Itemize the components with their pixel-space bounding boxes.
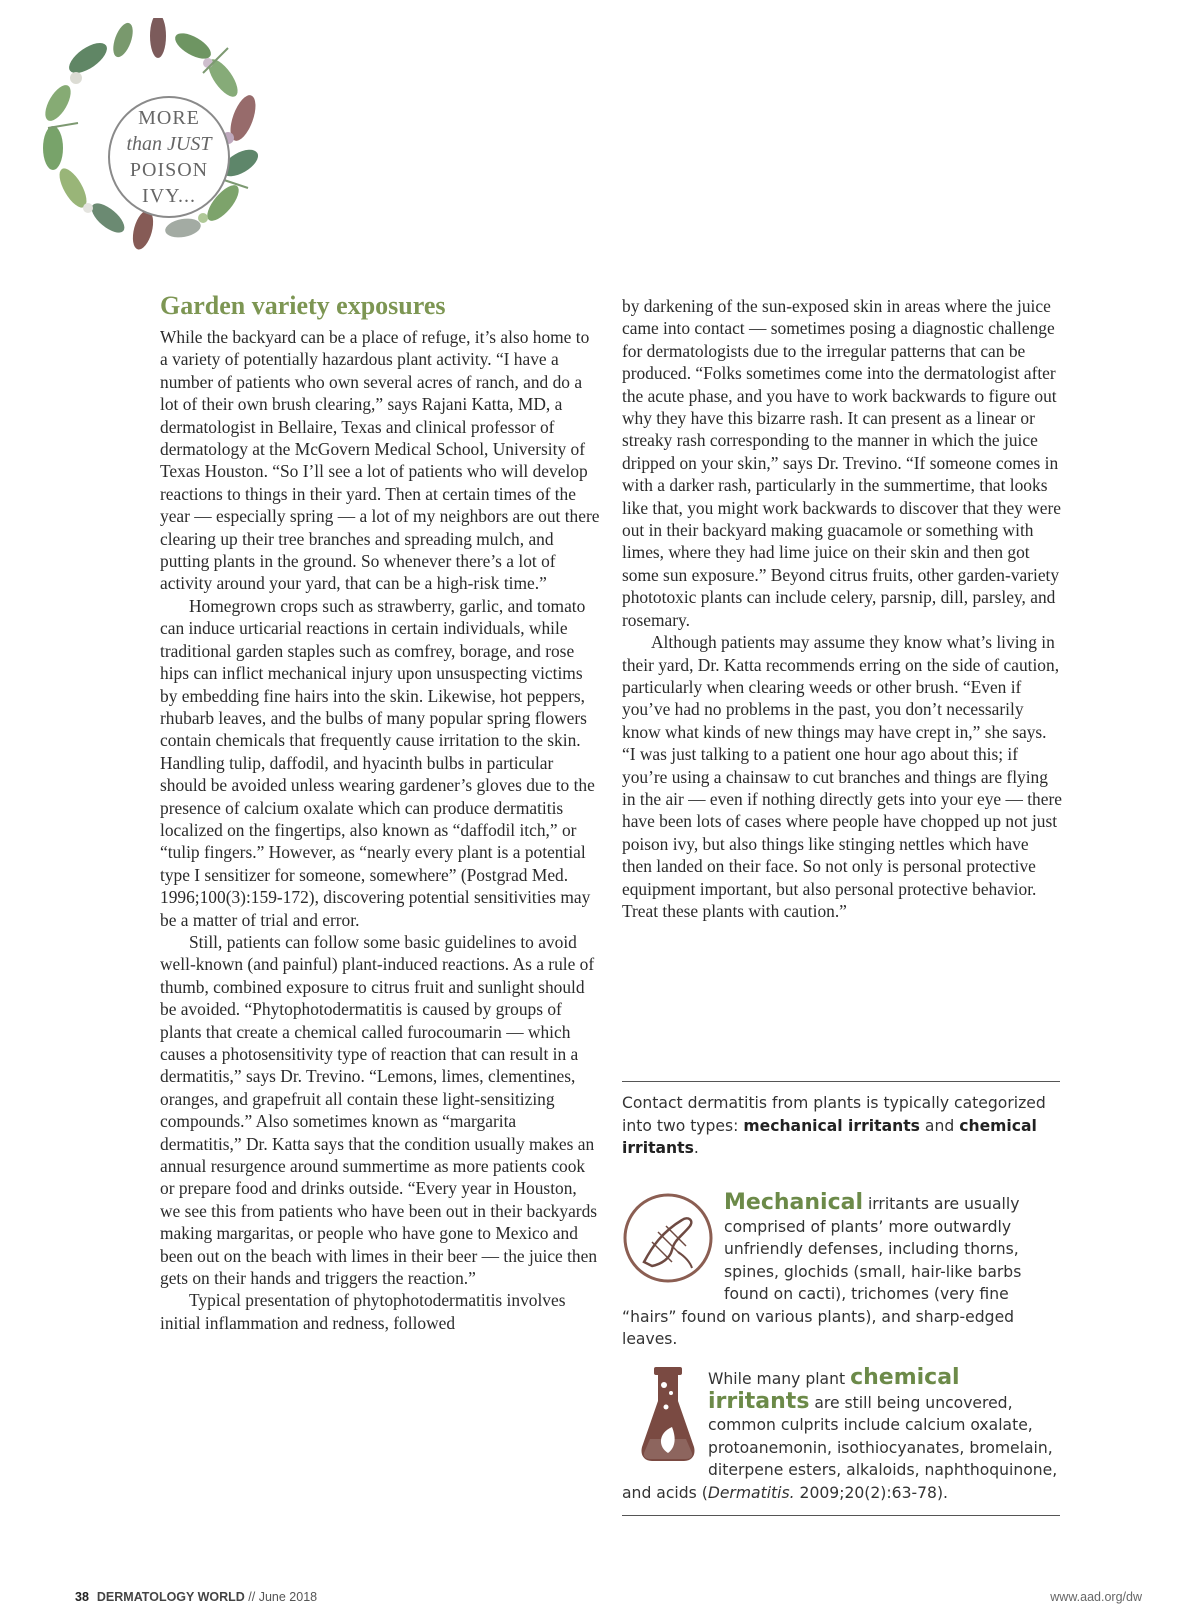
sidebar-intro bbox=[622, 1092, 1060, 1160]
footer-folio bbox=[75, 1590, 317, 1604]
mechanical-irritants-term: mechanical irritants bbox=[743, 1116, 920, 1135]
article-paragraph: by darkening of the sun-exposed skin in areas where the juice came into contact — sometimes posing a diagnostic challenge for dermatologists due to the irregular patterns that can be produced. “Folks sometimes come into the dermatologist after the acute phase, and you have to work backwards to figure out why they have this bizarre rash. It can present as a linear or streaky rash corresponding to the manner in which the juice dripped on your skin,” says Dr. Trevino. “If someone comes in with a darker rash, particularly in the summertime, that looks like that, you might work backwards to discover that they were out in their backyard making guacamole or something with limes, where they had lime juice on their skin and then got some sun exposure.” Beyond citrus fruits, other garden-variety phototoxic plants can include celery, parsnip, dill, parsley, and rosemary. bbox=[622, 296, 1061, 630]
section-heading: Garden variety exposures bbox=[160, 291, 446, 320]
page-number: 38 bbox=[75, 1590, 89, 1604]
hand-thorn-icon bbox=[622, 1192, 714, 1284]
wreath-title-line2: than JUST bbox=[126, 133, 212, 155]
article-paragraph: Homegrown crops such as strawberry, garlic, and tomato can induce urticarial reactions in certain individuals, while traditional garden staples such as comfrey, borage, and rose hips can inflict mechanical injury upon unsuspecting victims by embedding fine hairs into the skin. Likewise, hot peppers, rhubarb leaves, and the bulbs of many popular spring flowers contain chemicals that frequently cause irritation to the skin. Handling tulip, daffodil, and hyacinth bulbs in particular should be avoided unless wearing gardener’s gloves due to the presence of calcium oxalate which can produce dermatitis localized on the fingertips, also known as “daffodil itch,” or “tulip fingers.” However, as “nearly every plant is a potential type I sensitizer for someone, somewhere” (Postgrad Med. 1996;100(3):159-172), discovering potential sensitivities may be a matter of trial and error. bbox=[160, 595, 595, 930]
wreath-title-line4: IVY... bbox=[142, 185, 196, 207]
chemical-heading: chemical irritants bbox=[708, 1365, 960, 1414]
chemical-irritants-term: chemical irritants bbox=[622, 1116, 1037, 1157]
article-paragraph: Still, patients can follow some basic guidelines to avoid well-known (and painful) plant-induced reactions. As a rule of thumb, combined exposure to citrus fruit and sunlight should be avoided. “Phytophotodermatitis is caused by groups of plants that create a chemical called furocoumarin — which causes a photosensitivity type of reaction that can result in a dermatitis,” says Dr. Trevino. “Lemons, limes, clementines, oranges, and grapefruit all contain these light-sensitizing compounds.” Also sometimes known as “margarita dermatitis,” Dr. Katta says that the condition usually makes an annual resurgence around summertime as more patients cook or prepare food and drinks outside. “Every year in Houston, we see this from patients who have been out in their backyards making margaritas, or people who have gone to Mexico and been out on the beach with limes in their beer — the juice then gets on their hands and triggers the reaction.” bbox=[160, 931, 598, 1289]
footer-url: www.aad.org/dw bbox=[1050, 1590, 1142, 1604]
sidebar-intro-text: and bbox=[919, 1116, 960, 1135]
mechanical-heading: Mechanical bbox=[724, 1190, 863, 1215]
chemical-irritants-block bbox=[622, 1367, 1060, 1504]
sidebar-top-rule bbox=[622, 1081, 1060, 1082]
wreath-title bbox=[108, 96, 230, 218]
chemical-citation-end: 2009;20(2):63-78). bbox=[794, 1483, 948, 1502]
mechanical-text: irritants are usually comprised of plants’ more outwardly unfriendly defenses, including thorns, spines, glochids (small, hair-like barbs found on cacti), trichomes (very fine “hairs” found on various plants), and sharp-edged leaves. bbox=[622, 1195, 1022, 1348]
article-column-right bbox=[622, 295, 1062, 922]
sidebar-intro-text: . bbox=[693, 1139, 699, 1157]
magazine-name: DERMATOLOGY WORLD bbox=[96, 1590, 245, 1604]
mechanical-irritants-block bbox=[622, 1192, 1060, 1351]
wreath-logo bbox=[28, 18, 268, 258]
sidebar-intro-text: Contact dermatitis from plants is typically categorized into two types: bbox=[622, 1094, 1046, 1135]
issue-date: // June 2018 bbox=[244, 1590, 318, 1604]
chemical-text: are still being uncovered, common culprits include calcium oxalate, protoanemonin, isothiocyanates, bromelain, diterpene esters, alkaloids, naphthoquinone, and acids ( bbox=[622, 1393, 1058, 1502]
article-paragraph: While the backyard can be a place of refuge, it’s also home to a variety of potentially hazardous plant activity. “I have a number of patients who own several acres of ranch, and do a lot of their own brush clearing,” says Rajani Katta, MD, a dermatologist in Bellaire, Texas and clinical professor of dermatology at the McGovern Medical School, University of Texas Houston. “So I’ll see a lot of patients who will develop reactions to things in their yard. Then at certain times of the year — especially spring — a lot of my neighbors are out there clearing up their tree branches and spreading mulch, and putting plants in the ground. So whenever there’s a lot of activity around your yard, that can be a high-risk time.” bbox=[160, 327, 600, 594]
article-paragraph: Typical presentation of phytophotodermatitis involves initial inflammation and redness, followed bbox=[160, 1290, 566, 1333]
chemical-citation-journal: Dermatitis. bbox=[707, 1483, 795, 1502]
wreath-title-line3: POISON bbox=[129, 159, 209, 181]
chemical-text-pre: While many plant bbox=[708, 1370, 851, 1388]
article-paragraph: Although patients may assume they know what’s living in their yard, Dr. Katta recommends erring on the side of caution, particularly when clearing weeds or other brush. “Even if you’ve had no problems in the past, you don’t necessarily know what kinds of new things may have crept in,” she says. “I was just talking to a patient one hour ago about this; if you’re using a chainsaw to cut branches and things are flying in the air — even if nothing directly gets into your eye — there have been lots of cases where people have chopped up not just poison ivy, but also things like stinging nettles which have then landed on their face. So not only is personal protective equipment important, but also personal protective behavior. Treat these plants with caution.” bbox=[622, 632, 1062, 921]
wreath-title-line1: MORE bbox=[138, 107, 200, 129]
article-column-left bbox=[160, 290, 600, 1334]
flask-leaf-icon bbox=[638, 1367, 698, 1463]
sidebar-bottom-rule bbox=[622, 1515, 1060, 1516]
